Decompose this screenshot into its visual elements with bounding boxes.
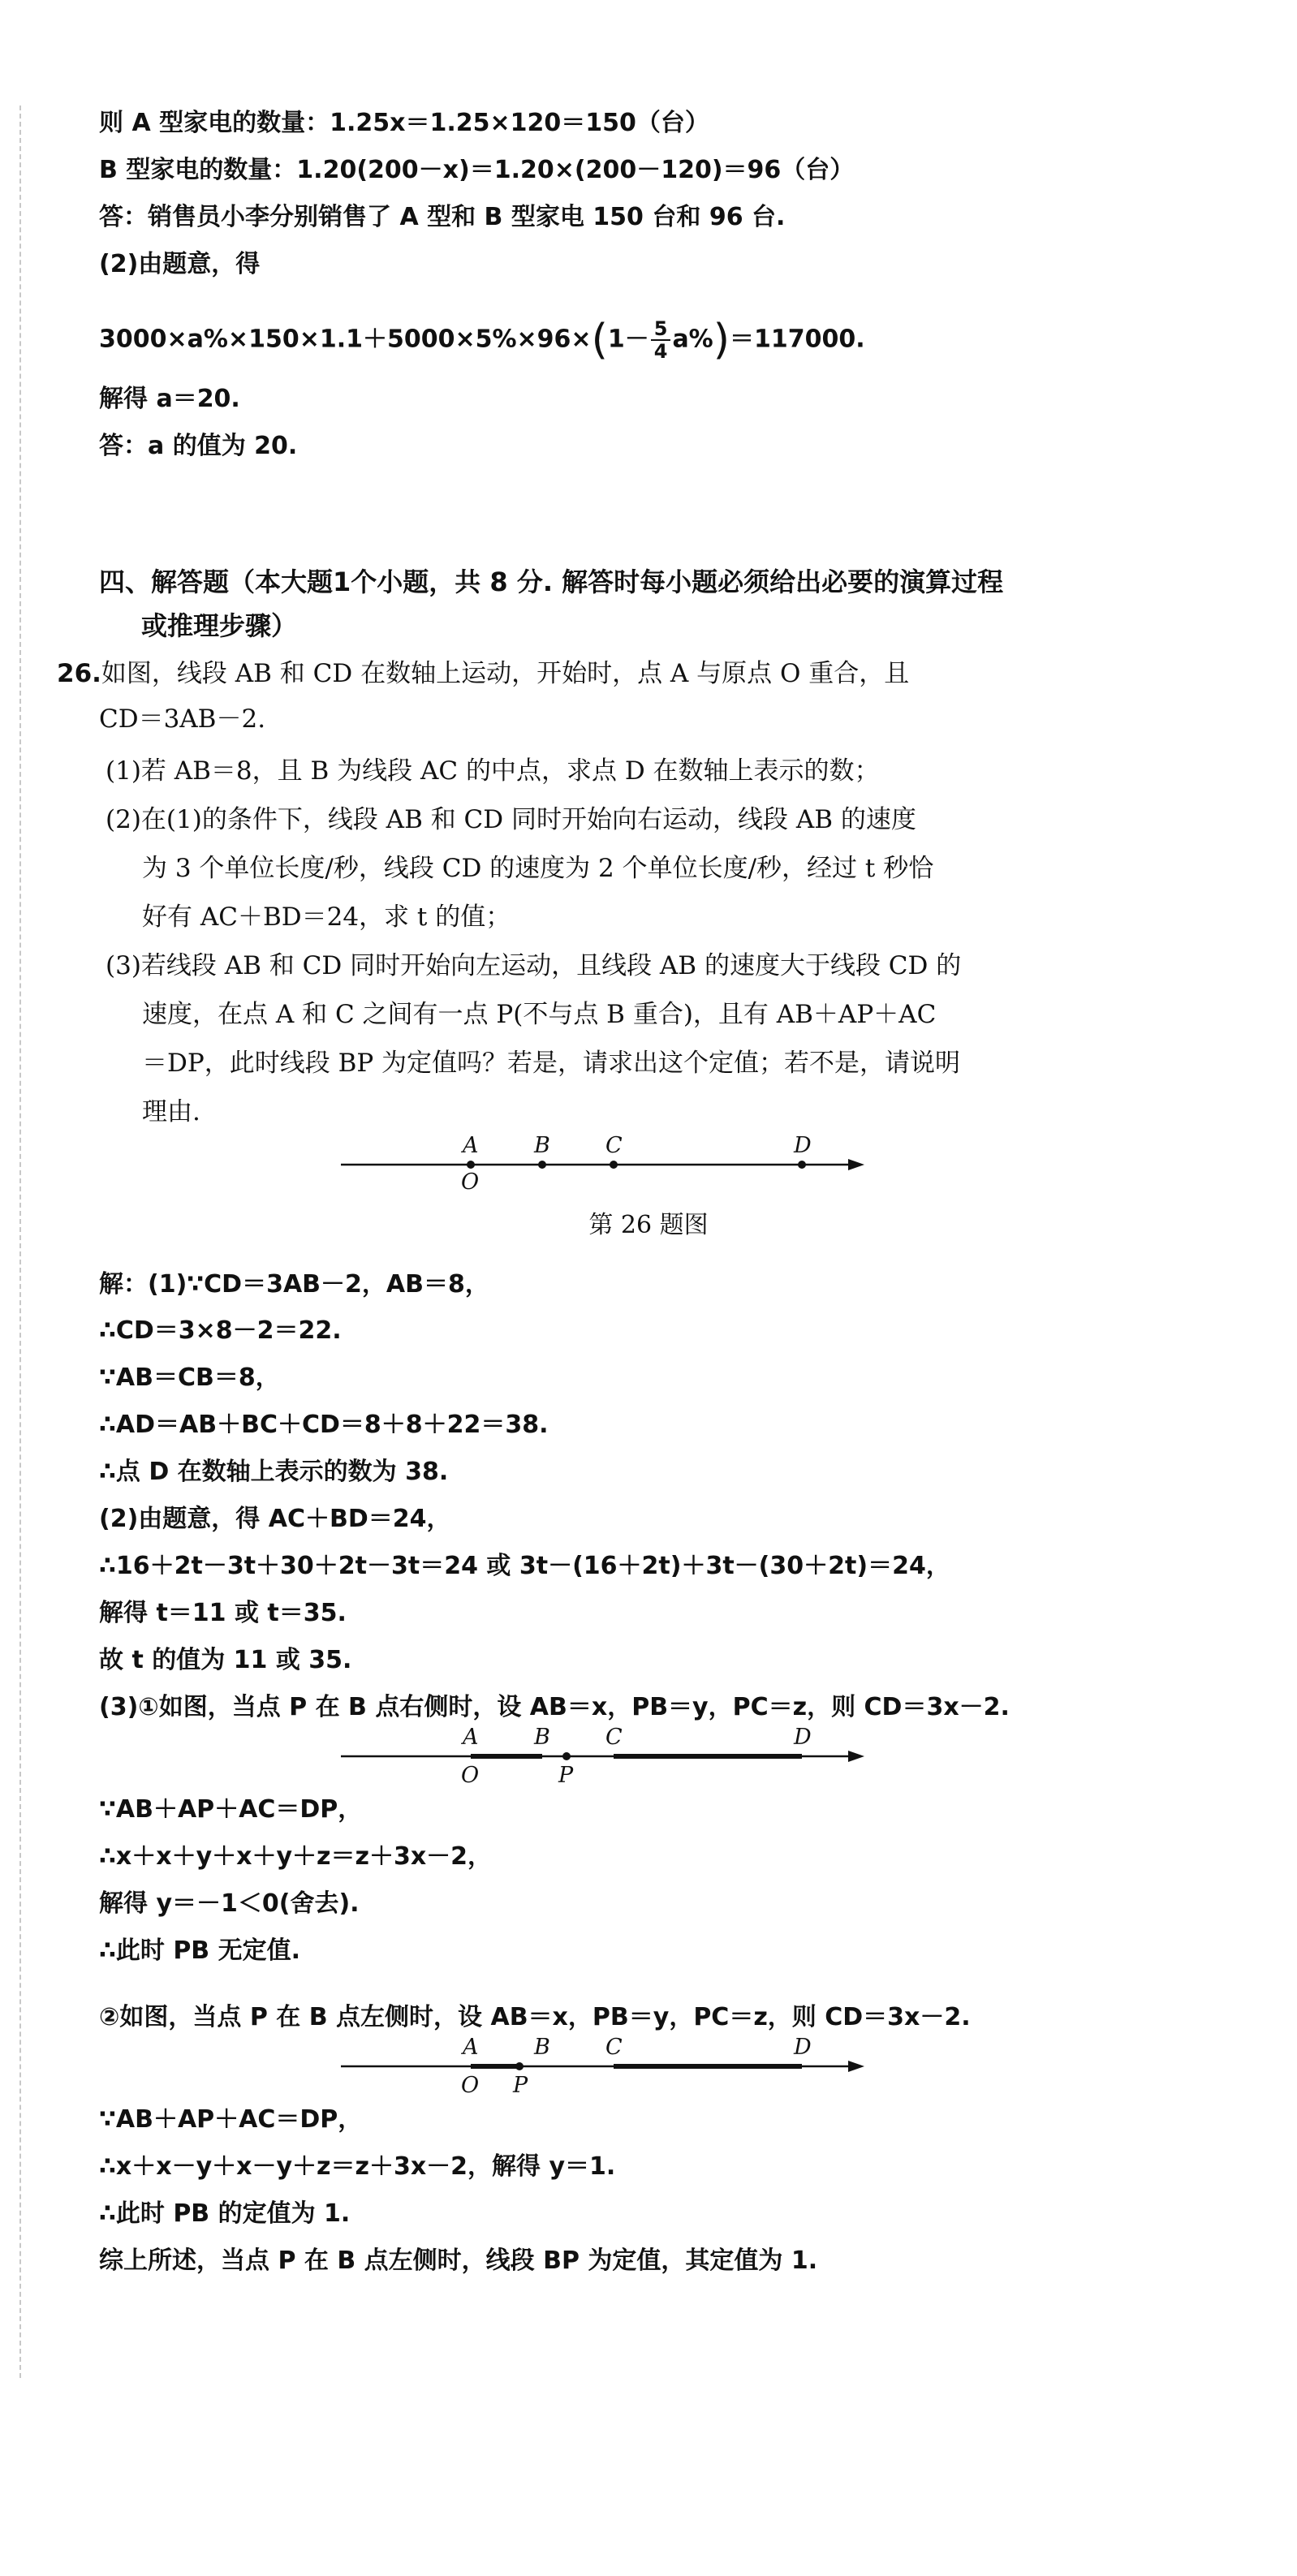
question-26-part-3-line-3: ＝DP，此时线段 BP 为定值吗？若是，请求出这个定值；若不是，请说明 [142,1049,961,1078]
label-b: B [534,2035,550,2060]
label-a: A [463,2035,479,2060]
equation-line [99,318,865,362]
solution-line-11: ∵AB＋AP＋AC＝DP， [99,1795,363,1824]
number-line-figure-2 [325,1724,877,1789]
label-o: O [461,1763,480,1788]
left-paren: ( [591,316,608,364]
question-26-part-3-line-1: (3)若线段 AB 和 CD 同时开始向左运动，且线段 AB 的速度大于线段 CD 的 [106,951,962,980]
answer-line-2: 答：a 的值为 20. [99,432,298,460]
label-b: B [534,1725,550,1750]
question-26-part-3-line-4: 理由. [142,1097,200,1126]
label-o: O [461,1170,480,1195]
question-26-part-1: (1)若 AB＝8，且 B 为线段 AC 的中点，求点 D 在数轴上表示的数； [106,756,880,786]
figure-caption: 第 26 题图 [588,1211,709,1239]
question-number: 26. [57,659,101,688]
equation-a-percent: a% [672,325,713,354]
solution-a-value: 解得 a＝20. [99,385,240,413]
section-header-line-1: 四、解答题（本大题1个小题，共 8 分. 解答时每小题必须给出必要的演算过程 [99,566,1004,597]
solution-line-14: ∴此时 PB 无定值. [99,1936,301,1965]
fraction [651,318,671,362]
solution-line-2: ∴CD＝3×8－2＝22. [99,1316,342,1345]
answer-line-1: 答：销售员小李分别销售了 A 型和 B 型家电 150 台和 96 台. [99,203,786,231]
section-header-line-2: 或推理步骤） [141,610,298,641]
solution-line-16: ∵AB＋AP＋AC＝DP， [99,2105,363,2134]
right-paren: ) [713,316,730,364]
solution-line-12: ∴x＋x＋y＋x＋y＋z＝z＋3x－2， [99,1842,493,1871]
arrow-head-icon [848,1159,864,1170]
point-b [538,1161,546,1169]
equation-right: ＝117000. [730,325,865,354]
label-d: D [794,1725,812,1750]
fraction-denominator: 4 [653,340,668,363]
label-d: D [794,1133,812,1158]
solution-line-1: 解：(1)∵CD＝3AB－2，AB＝8， [99,1270,489,1299]
label-c: C [605,1725,623,1750]
solution-line-3: ∵AB＝CB＝8， [99,1363,280,1392]
question-stem-text: 如图，线段 AB 和 CD 在数轴上运动，开始时，点 A 与原点 O 重合，且 [101,659,910,688]
solution-line-17: ∴x＋x－y＋x－y＋z＝z＋3x－2，解得 y＝1. [99,2152,616,2181]
equation-left: 3000×a%×150×1.1＋5000×5%×96× [99,325,592,354]
solution-line-6: (2)由题意，得 AC＋BD＝24， [99,1505,451,1533]
solution-part-2-intro: (2)由题意，得 [99,250,261,278]
solution-line-15: ②如图，当点 P 在 B 点左侧时，设 AB＝x，PB＝y，PC＝z，则 CD＝3x－2. [99,2003,971,2031]
label-a: A [463,1133,479,1158]
label-a: A [463,1725,479,1750]
arrow-head-icon [848,2061,864,2072]
question-26-stem-1 [57,657,909,690]
label-o: O [461,2073,480,2098]
point-a [467,1161,475,1169]
solution-line-10: (3)①如图，当点 P 在 B 点右侧时，设 AB＝x，PB＝y，PC＝z，则 CD＝3x－2. [99,1693,1010,1721]
solution-line-4: ∴AD＝AB＋BC＋CD＝8＋8＋22＝38. [99,1411,549,1439]
question-26-part-2-line-1: (2)在(1)的条件下，线段 AB 和 CD 同时开始向右运动，线段 AB 的速度 [106,805,916,834]
label-p: P [558,1763,574,1788]
fraction-numerator: 5 [651,318,671,341]
number-line-figure-3 [325,2034,877,2099]
solution-conclusion: 综上所述，当点 P 在 B 点左侧时，线段 BP 为定值，其定值为 1. [99,2246,818,2275]
label-p: P [513,2073,528,2098]
equation-one-minus: 1－ [607,325,649,354]
question-26-part-3-line-2: 速度，在点 A 和 C 之间有一点 P(不与点 B 重合)，且有 AB＋AP＋AC [142,1000,937,1029]
question-26-stem-2: CD＝3AB－2. [99,704,266,734]
solution-line-5: ∴点 D 在数轴上表示的数为 38. [99,1458,449,1486]
number-line-figure [325,1128,877,1193]
margin-dashed-line [19,106,21,2378]
solution-line-9: 故 t 的值为 11 或 35. [99,1646,352,1674]
point-p [515,2062,524,2070]
point-p [562,1752,571,1760]
label-b: B [534,1133,550,1158]
label-c: C [605,1133,623,1158]
solution-line-8: 解得 t＝11 或 t＝35. [99,1599,347,1627]
solution-line-b-quantity: B 型家电的数量：1.20(200－x)＝1.20×(200－120)＝96（台） [99,156,855,184]
point-c [610,1161,618,1169]
label-d: D [794,2035,812,2060]
solution-line-7: ∴16＋2t－3t＋30＋2t－3t＝24 或 3t－(16＋2t)＋3t－(30＋2t)＝24， [99,1552,950,1580]
question-26-part-2-line-3: 好有 AC＋BD＝24，求 t 的值； [142,902,511,932]
solution-line-18: ∴此时 PB 的定值为 1. [99,2199,351,2228]
solution-line-a-quantity: 则 A 型家电的数量：1.25x＝1.25×120＝150（台） [99,109,709,137]
question-26-part-2-line-2: 为 3 个单位长度/秒，线段 CD 的速度为 2 个单位长度/秒，经过 t 秒恰 [142,854,934,883]
solution-line-13: 解得 y＝－1＜0(舍去). [99,1889,360,1918]
arrow-head-icon [848,1751,864,1762]
label-c: C [605,2035,623,2060]
point-d [798,1161,806,1169]
